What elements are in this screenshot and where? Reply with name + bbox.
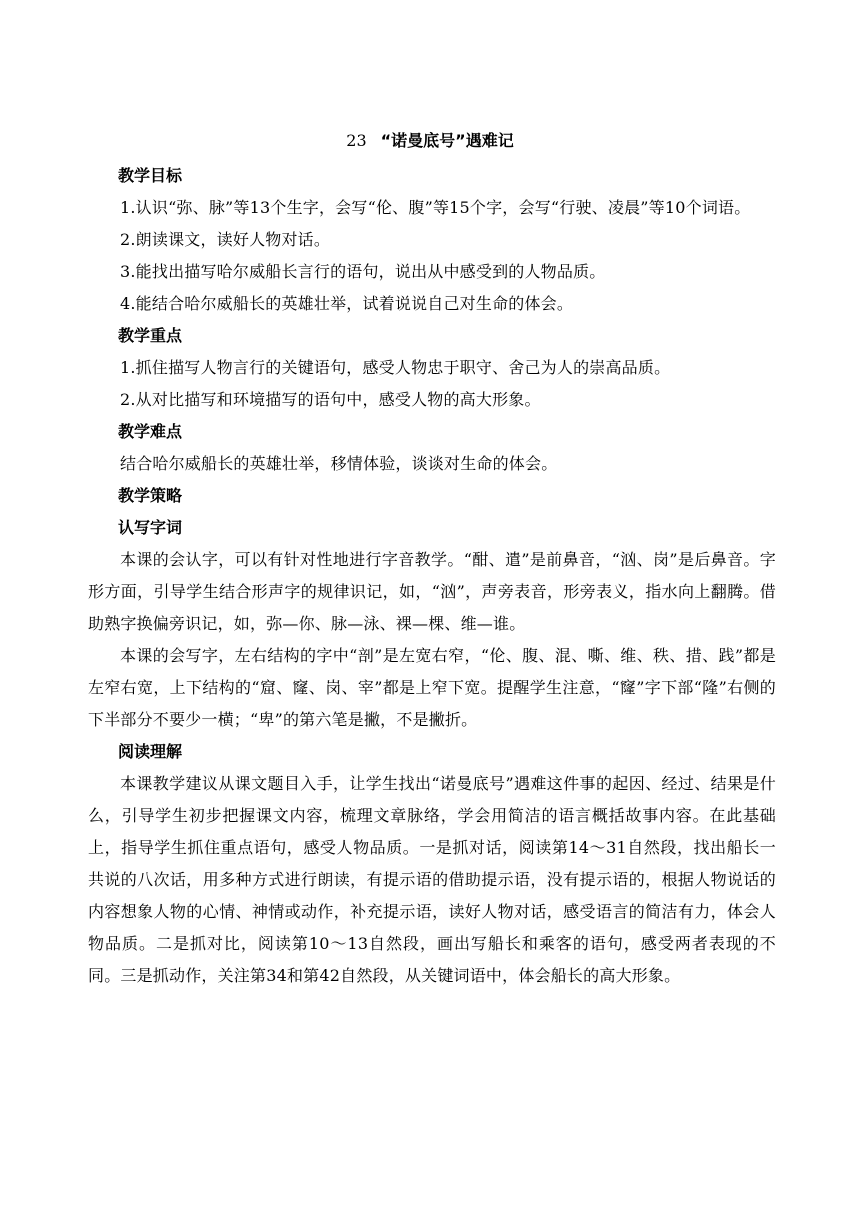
page-title (0, 130, 860, 152)
lesson-number: 23 (346, 131, 367, 150)
objective-item: 2.朗读课文，读好人物对话。 (120, 230, 331, 249)
reading-paragraph: 本课教学建议从课文题目入手，让学生找出“诺曼底号”遇难这件事的起因、经过、结果是什么，引导学生初步把握课文内容，梳理文章脉络，学会用简洁的语言概括故事内容。在此基础上，指导学生抓住重点语句，感受人物品质。一是抓对话，阅读第14～31自然段，找出船长一共说的八次话，用多种方式进行朗读，有提示语的借助提示语，没有提示语的，根据人物说话的内容想象人物的心情、神情或动作，补充提示语，读好人物对话，感受语言的简洁有力，体会人物品质。二是抓对比，阅读第10～13自然段，画出写船长和乘客的语句，感受两者表现的不同。三是抓动作，关注第34和第42自然段，从关键词语中，体会船长的高大形象。 (88, 774, 776, 985)
section-heading-characters: 认写字词 (118, 518, 183, 537)
characters-paragraph: 本课的会写字，左右结构的字中“剖”是左宽右窄，“伦、腹、混、嘶、维、秩、措、践”都是左窄右宽，上下结构的“窟、窿、岗、宰”都是上窄下宽。提醒学生注意，“窿”字下部“隆”右侧的下半部分不要少一横；“卑”的第六笔是撇，不是撇折。 (88, 646, 776, 729)
document-body (88, 160, 776, 992)
section-heading-strategy: 教学策略 (118, 486, 183, 505)
section-heading-difficulties: 教学难点 (118, 422, 183, 441)
section-heading-keypoints: 教学重点 (118, 326, 183, 345)
section-heading-objectives: 教学目标 (118, 166, 183, 185)
characters-paragraph: 本课的会认字，可以有针对性地进行字音教学。“酣、遣”是前鼻音，“汹、岗”是后鼻音。字形方面，引导学生结合形声字的规律识记，如，“汹”，声旁表音，形旁表义，指水向上翻腾。借助熟字换偏旁识记，如，弥—你、脉—泳、裸—棵、维—谁。 (88, 550, 776, 633)
objective-item: 1.认识“弥、脉”等13个生字，会写“伦、腹”等15个字，会写“行驶、凌晨”等10个词语。 (120, 198, 751, 217)
objective-item: 3.能找出描写哈尔威船长言行的语句，说出从中感受到的人物品质。 (120, 262, 606, 281)
difficulty-item: 结合哈尔威船长的英雄壮举，移情体验，谈谈对生命的体会。 (120, 454, 558, 473)
lesson-title: “诺曼底号”遇难记 (380, 131, 514, 150)
keypoint-item: 1.抓住描写人物言行的关键语句，感受人物忠于职守、舍己为人的崇高品质。 (120, 358, 671, 377)
objective-item: 4.能结合哈尔威船长的英雄壮举，试着说说自己对生命的体会。 (120, 294, 574, 313)
section-heading-reading: 阅读理解 (118, 742, 183, 761)
keypoint-item: 2.从对比描写和环境描写的语句中，感受人物的高大形象。 (120, 390, 541, 409)
